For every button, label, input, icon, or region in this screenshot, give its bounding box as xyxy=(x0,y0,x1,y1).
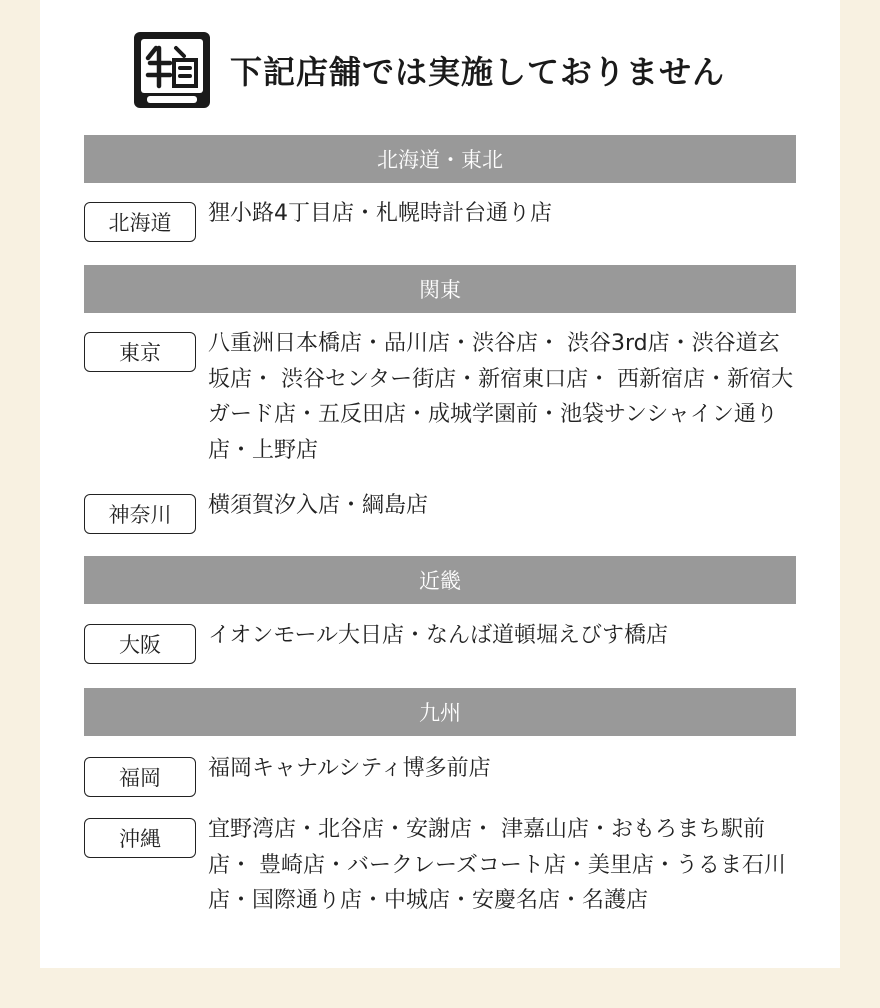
gyukaku-logo xyxy=(132,30,212,110)
prefecture-label: 大阪 xyxy=(84,624,196,664)
store-list: 八重洲日本橋店・品川店・渋谷店・ 渋谷3rd店・渋谷道玄坂店・ 渋谷センター街店・新宿東口店・ 西新宿店・新宿大ガード店・五反田店・成城学園前・池袋サンシャイン通り店・上野店 xyxy=(208,331,794,463)
region-header-kinki: 近畿 xyxy=(84,556,796,604)
prefecture-label: 東京 xyxy=(84,332,196,372)
header xyxy=(132,30,772,110)
store-list: 宜野湾店・北谷店・安謝店・ 津嘉山店・おもろまち駅前店・ 豊崎店・バークレーズコート店・美里店・うるま石川店・国際通り店・中城店・安慶名店・名護店 xyxy=(208,817,786,913)
region-header-kyushu: 九州 xyxy=(84,688,796,736)
prefecture-label: 神奈川 xyxy=(84,494,196,534)
store-list: 横須賀汐入店・綱島店 xyxy=(208,493,429,518)
store-list: 狸小路4丁目店・札幌時計台通り店 xyxy=(208,201,552,226)
store-list: イオンモール大日店・なんば道頓堀えびす橋店 xyxy=(208,623,669,648)
page-title: 下記店舗では実施しておりません xyxy=(230,53,726,91)
prefecture-label: 北海道 xyxy=(84,202,196,242)
prefecture-label: 福岡 xyxy=(84,757,196,797)
region-header-hokkaido-tohoku: 北海道・東北 xyxy=(84,135,796,183)
prefecture-label: 沖縄 xyxy=(84,818,196,858)
region-header-kanto: 関東 xyxy=(84,265,796,313)
notice-card xyxy=(40,0,840,968)
store-list: 福岡キャナルシティ博多前店 xyxy=(208,756,491,781)
